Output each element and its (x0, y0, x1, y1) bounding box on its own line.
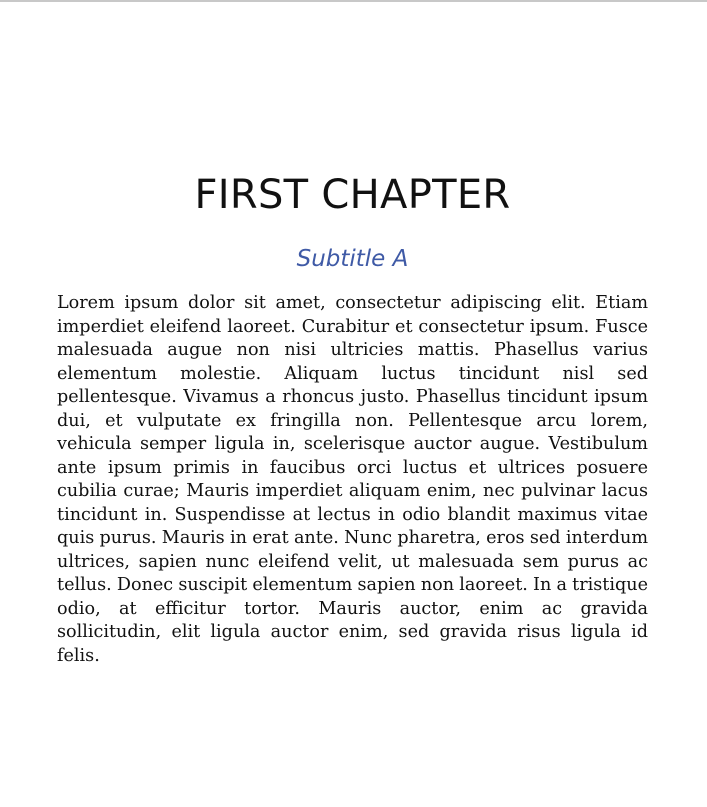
chapter-title: FIRST CHAPTER (194, 172, 511, 218)
body-paragraph: Lorem ipsum dolor sit amet, consectetur adipiscing elit. Etiam imperdiet eleifend laoreet. Curabitur et consectetur ipsum. Fusce malesuada augue non nisi ultricies mattis. Phasellus varius elementum molestie. Aliquam luctus tincidunt nisl sed pellentesque. Vivamus a rhoncus justo. Phasellus tincidunt ipsum dui, et vulputate ex fringilla non. Pellentesque arcu lorem, vehicula semper ligula in, scelerisque auctor augue. Vestibulum ante ipsum primis in faucibus orci luctus et ultrices posuere cubilia curae; Mauris imperdiet aliquam enim, nec pulvinar lacus tincidunt in. Suspendisse at lectus in odio blandit maximus vitae quis purus. Mauris in erat ante. Nunc pharetra, eros sed interdum ultrices, sapien nunc eleifend velit, ut malesuada sem purus ac tellus. Donec suscipit elementum sapien non laoreet. In a tristique odio, at efficitur tortor. Mauris auctor, enim ac gravida sollicitudin, elit ligula auctor enim, sed gravida risus ligula id felis. (57, 293, 648, 666)
chapter-subtitle: Subtitle A (296, 246, 409, 272)
reader-page[interactable] (57, 0, 648, 668)
